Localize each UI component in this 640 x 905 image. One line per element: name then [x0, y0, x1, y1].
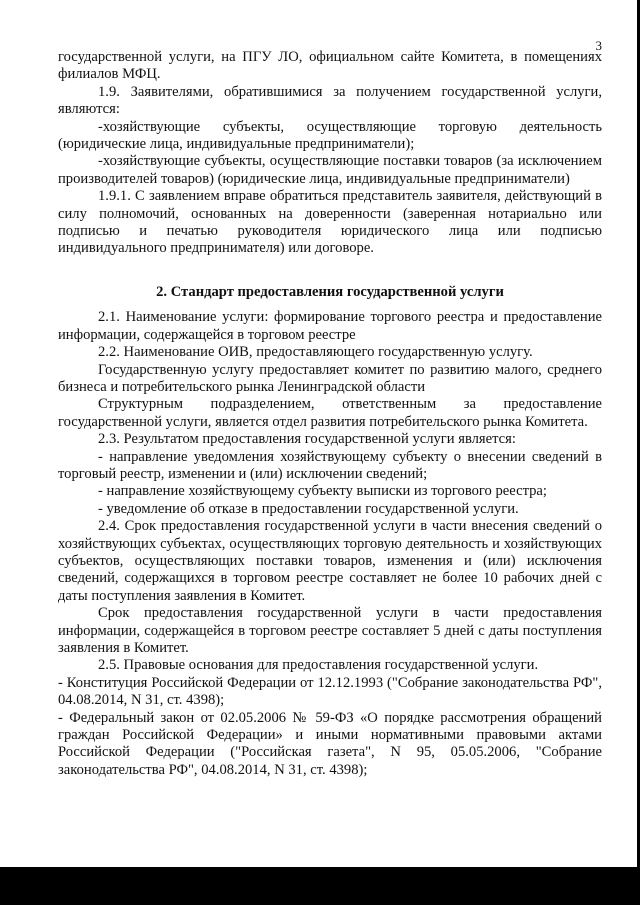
- document-body: [58, 49, 602, 779]
- paragraph-mfc-continuation: государственной услуги, на ПГУ ЛО, официальном сайте Комитета, в помещениях филиалов МФЦ.: [58, 49, 602, 83]
- paragraph-constitution: - Конституция Российской Федерации от 12.12.1993 ("Собрание законодательства РФ", 04.08.2014, N 31, ст. 4398);: [58, 674, 602, 709]
- paragraph-1-9: 1.9. Заявителями, обратившимися за получением государственной услуги, являются:: [58, 83, 602, 118]
- scan-edge-bottom: [0, 867, 640, 905]
- paragraph-1-9-1: 1.9.1. С заявлением вправе обратиться представитель заявителя, действующий в силу полномочий, основанных на доверенности (заверенная нотариально или подписью и печатью руководителя юридического лица или подписью индивидуального предпринимателя) или договоре.: [58, 188, 602, 257]
- paragraph-department: Структурным подразделением, ответственным за предоставление государственной услуги, является отдел развития потребительского рынка Комитета.: [58, 396, 602, 430]
- paragraph-applicants-trade: -хозяйствующие субъекты, осуществляющие торговую деятельность (юридические лица, индивидуальные предприниматели);: [58, 118, 602, 153]
- paragraph-term-information: Срок предоставления государственной услуги в части предоставления информации, содержащейся в торговом реестре составляет 5 дней с даты поступления заявления в Комитет.: [58, 605, 602, 656]
- paragraph-2-3: 2.3. Результатом предоставления государственной услуги является:: [98, 431, 516, 448]
- paragraph-applicants-supply: -хозяйствующие субъекты, осуществляющие поставки товаров (за исключением производителей товаров) (юридические лица, индивидуальные предприниматели): [58, 153, 602, 187]
- paragraph-federal-law: - Федеральный закон от 02.05.2006 № 59-ФЗ «О порядке рассмотрения обращений граждан Российской Федерации» и иными нормативными правовыми актами Российской Федерации ("Российская газета", N 95, 05.05.2006, "Собрание законодательства РФ", 04.08.2014, N 31, ст. 4398);: [58, 709, 602, 778]
- paragraph-result-extract: - направление хозяйствующему субъекту выписки из торгового реестра;: [98, 483, 547, 500]
- section-heading: 2. Стандарт предоставления государственной услуги: [156, 283, 504, 300]
- paragraph-result-notice: - направление уведомления хозяйствующему субъекту о внесении сведений в торговый реестр, изменении и (или) исключении сведений;: [58, 448, 602, 482]
- paragraph-result-refusal: - уведомление об отказе в предоставлении государственной услуги.: [98, 500, 519, 517]
- page-number: 3: [595, 38, 602, 53]
- paragraph-2-1: 2.1. Наименование услуги: формирование торгового реестра и предоставление информации, содержащейся в торговом реестре: [58, 309, 602, 343]
- paragraph-committee: Государственную услугу предоставляет комитет по развитию малого, среднего бизнеса и потребительского рынка Ленинградской области: [58, 361, 602, 395]
- paragraph-2-4: 2.4. Срок предоставления государственной услуги в части внесения сведений о хозяйствующих субъектах, осуществляющих торговую деятельность и хозяйствующих субъектов, осуществляющих поставки товаров, изменения и (или) исключения сведений, содержащихся в торговом реестре составляет не более 10 рабочих дней с даты поступления заявления в Комитет.: [58, 518, 602, 604]
- paragraph-2-5: 2.5. Правовые основания для предоставления государственной услуги.: [98, 657, 539, 674]
- paragraph-2-2: 2.2. Наименование ОИВ, предоставляющего государственную услугу.: [98, 344, 533, 361]
